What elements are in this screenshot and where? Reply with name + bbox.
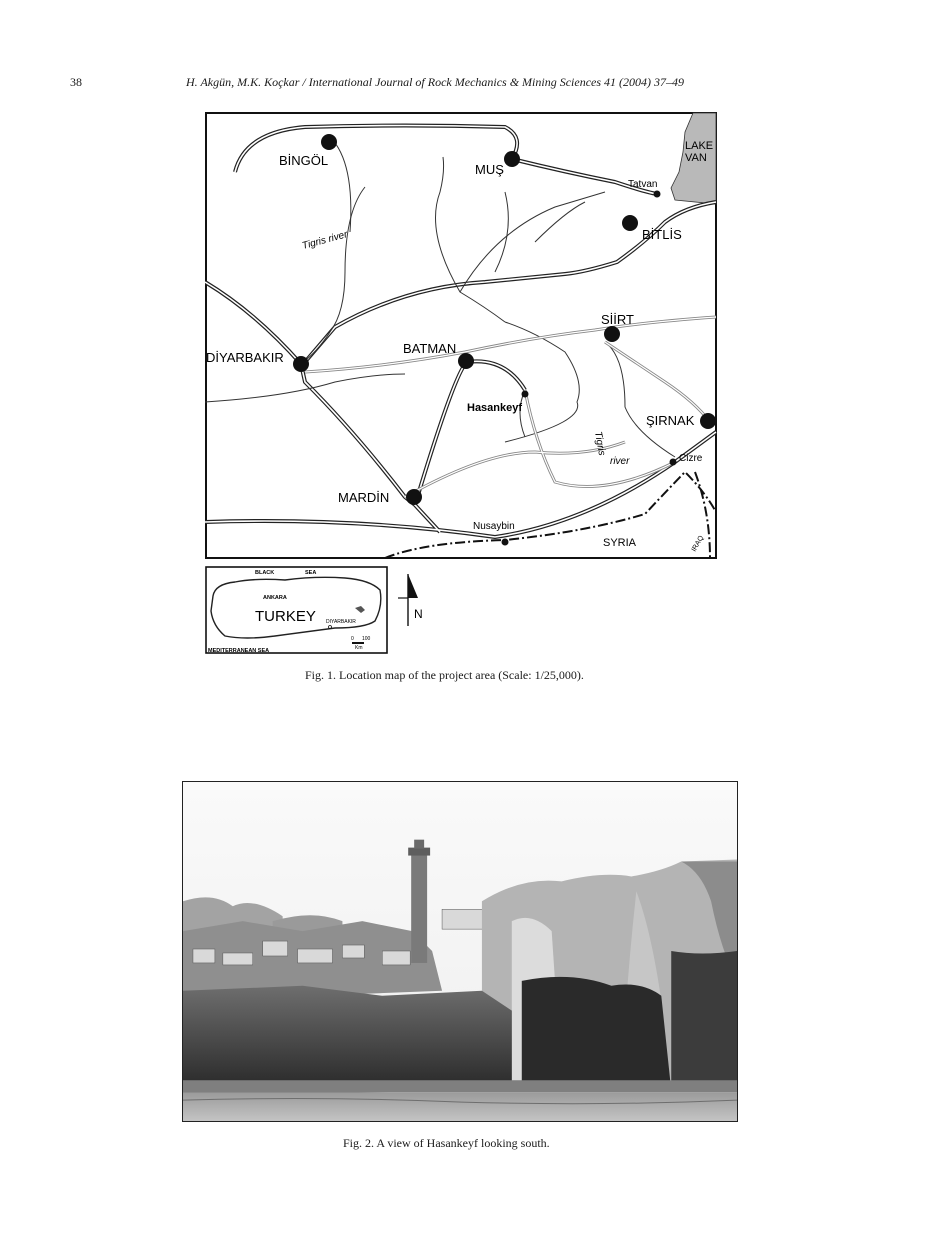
label-siirt: SİİRT: [601, 312, 634, 327]
sirnak-marker: [700, 413, 716, 429]
hasankeyf-marker: [522, 391, 529, 398]
inset-map-turkey: [205, 566, 388, 654]
mus-marker: [504, 151, 520, 167]
page-number: 38: [70, 75, 82, 89]
diyarbakir-marker: [293, 356, 309, 372]
label-tigris-south: Tigris: [592, 430, 608, 457]
inset-scale-hundred: 100: [362, 636, 371, 642]
label-hasankeyf: Hasankeyf: [467, 402, 523, 414]
label-sirnak: ŞIRNAK: [646, 413, 695, 428]
bingol-marker: [321, 134, 337, 150]
label-diyarbakir: DİYARBAKIR: [206, 350, 284, 365]
hasankeyf-photo: [182, 781, 738, 1122]
label-mardin: MARDİN: [338, 490, 390, 505]
label-syria: SYRIA: [603, 537, 637, 549]
inset-label-diyarbakir: DIYARBAKIR: [326, 619, 356, 625]
tatvan-marker: [654, 191, 661, 198]
inset-label-turkey: TURKEY: [255, 608, 316, 625]
siirt-marker: [604, 326, 620, 342]
figure2-caption: Fig. 2. A view of Hasankeyf looking south.: [343, 1136, 550, 1150]
label-tatvan: Tatvan: [628, 179, 658, 190]
inset-scale-zero: 0: [351, 636, 354, 642]
inset-label-mediterranean: MEDITERRANEAN SEA: [208, 648, 270, 654]
running-header: H. Akgün, M.K. Koçkar / International Journal of Rock Mechanics & Mining Sciences 41 (2004) 37–49: [186, 75, 685, 89]
mardin-marker: [406, 489, 422, 505]
minaret: [411, 854, 427, 963]
figure1-caption: Fig. 1. Location map of the project area (Scale: 1/25,000).: [305, 668, 584, 682]
inset-label-sea: SEA: [305, 570, 317, 576]
inset-scale-unit: Km: [355, 645, 363, 651]
label-lake-van-1: LAKE: [685, 140, 714, 152]
north-arrow: [398, 572, 428, 628]
label-river-south: river: [610, 456, 630, 467]
north-arrow-icon: [408, 574, 418, 598]
label-batman: BATMAN: [403, 341, 457, 356]
label-cizre: Cizre: [679, 453, 703, 464]
label-bitlis: BİTLİS: [642, 227, 682, 242]
location-map: [205, 112, 717, 559]
cizre-marker: [670, 459, 677, 466]
label-tigris-river-north: Tigris river: [300, 229, 349, 252]
inset-label-black: BLACK: [255, 570, 275, 576]
label-nusaybin: Nusaybin: [473, 521, 515, 532]
north-label: N: [414, 607, 423, 621]
label-iraq: IRAQ: [690, 534, 706, 553]
label-bingol: BİNGÖL: [279, 153, 329, 168]
label-lake-van-2: VAN: [685, 152, 707, 164]
nusaybin-marker: [502, 539, 509, 546]
label-mus: MUŞ: [475, 162, 504, 177]
inset-label-ankara: ANKARA: [263, 595, 287, 601]
bitlis-marker: [622, 215, 638, 231]
batman-marker: [458, 353, 474, 369]
